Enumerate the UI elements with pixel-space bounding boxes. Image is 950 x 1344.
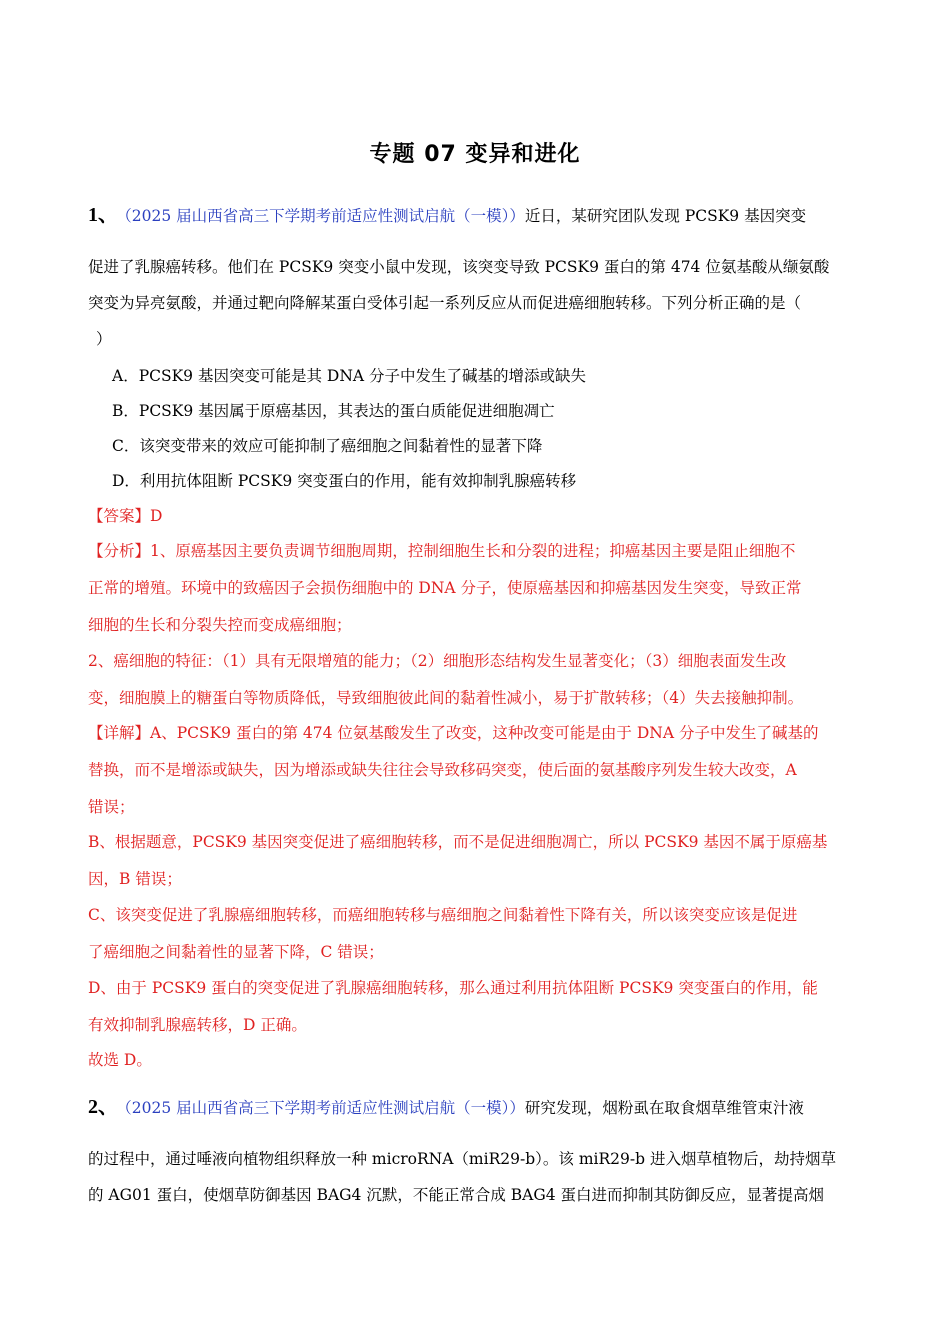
detail-line: B、根据题意，PCSK9 基因突变促进了癌细胞转移，而不是促进细胞凋亡，所以 PCSK9 基因不属于原癌基 (88, 833, 828, 851)
question-number: 2、 (88, 1096, 118, 1118)
question-stem-line: 的过程中，通过唾液向植物组织释放一种 microRNA（miR29-b）。该 miR29-b 进入烟草植物后，劫持烟草 (88, 1150, 836, 1168)
question-source: （2025 届山西省高三下学期考前适应性测试启航（一模）） (124, 1099, 525, 1117)
question-number: 1、 (88, 204, 118, 226)
detail-line: C、该突变促进了乳腺癌细胞转移，而癌细胞转移与癌细胞之间黏着性下降有关，所以该突变应该是促进 (88, 906, 798, 924)
detail-line: 【详解】A、PCSK9 蛋白的第 474 位氨基酸发生了改变，这种改变可能是由于 DNA 分子中发生了碱基的 (88, 724, 819, 742)
question-stem-line: 的 AG01 蛋白，使烟草防御基因 BAG4 沉默，不能正常合成 BAG4 蛋白进而抑制其防御反应，显著提高烟 (88, 1186, 825, 1204)
question-2-header (88, 1096, 804, 1119)
question-stem-line: 研究发现，烟粉虱在取食烟草维管束汁液 (524, 1099, 804, 1117)
detail-line: 替换，而不是增添或缺失，因为增添或缺失往往会导致移码突变，使后面的氨基酸序列发生较大改变，A (88, 761, 797, 779)
question-stem-line: 突变为异亮氨酸，并通过靶向降解某蛋白受体引起一系列反应从而促进癌细胞转移。下列分析正确的是（ (88, 294, 802, 312)
option-d: D．利用抗体阻断 PCSK9 突变蛋白的作用，能有效抑制乳腺癌转移 (112, 472, 577, 490)
detail-line: D、由于 PCSK9 蛋白的突变促进了乳腺癌细胞转移，那么通过利用抗体阻断 PCSK9 突变蛋白的作用，能 (88, 979, 818, 997)
question-stem-line: 促进了乳腺癌转移。他们在 PCSK9 突变小鼠中发现，该突变导致 PCSK9 蛋白的第 474 位氨基酸从缬氨酸 (88, 258, 830, 276)
option-c: C．该突变带来的效应可能抑制了癌细胞之间黏着性的显著下降 (112, 437, 543, 455)
detail-line: 错误； (88, 798, 135, 816)
analysis-line: 正常的增殖。环境中的致癌因子会损伤细胞中的 DNA 分子，使原癌基因和抑癌基因发生突变，导致正常 (88, 579, 802, 597)
detail-line: 故选 D。 (88, 1051, 152, 1069)
answer: 【答案】D (88, 507, 163, 525)
option-a: A．PCSK9 基因突变可能是其 DNA 分子中发生了碱基的增添或缺失 (112, 367, 587, 385)
detail-line: 因，B 错误； (88, 870, 182, 888)
question-1-header (88, 204, 806, 227)
analysis-line: 细胞的生长和分裂失控而变成癌细胞； (88, 616, 352, 634)
analysis-line: 2、癌细胞的特征：（1）具有无限增殖的能力；（2）细胞形态结构发生显著变化；（3）细胞表面发生改 (88, 652, 787, 670)
detail-line: 有效抑制乳腺癌转移，D 正确。 (88, 1016, 307, 1034)
option-b: B．PCSK9 基因属于原癌基因，其表达的蛋白质能促进细胞凋亡 (112, 402, 555, 420)
question-source: （2025 届山西省高三下学期考前适应性测试启航（一模）） (124, 207, 525, 225)
analysis-line: 变，细胞膜上的糖蛋白等物质降低，导致细胞彼此间的黏着性减小，易于扩散转移；（4）失去接触抑制。 (88, 689, 804, 707)
analysis-line: 【分析】1、原癌基因主要负责调节细胞周期，控制细胞生长和分裂的进程；抑癌基因主要是阻止细胞不 (88, 542, 796, 560)
detail-line: 了癌细胞之间黏着性的显著下降，C 错误； (88, 943, 384, 961)
question-stem-line: ） (96, 330, 112, 348)
page-title: 专题 07 变异和进化 (369, 142, 581, 167)
question-stem-line: 近日，某研究团队发现 PCSK9 基因突变 (524, 207, 807, 225)
